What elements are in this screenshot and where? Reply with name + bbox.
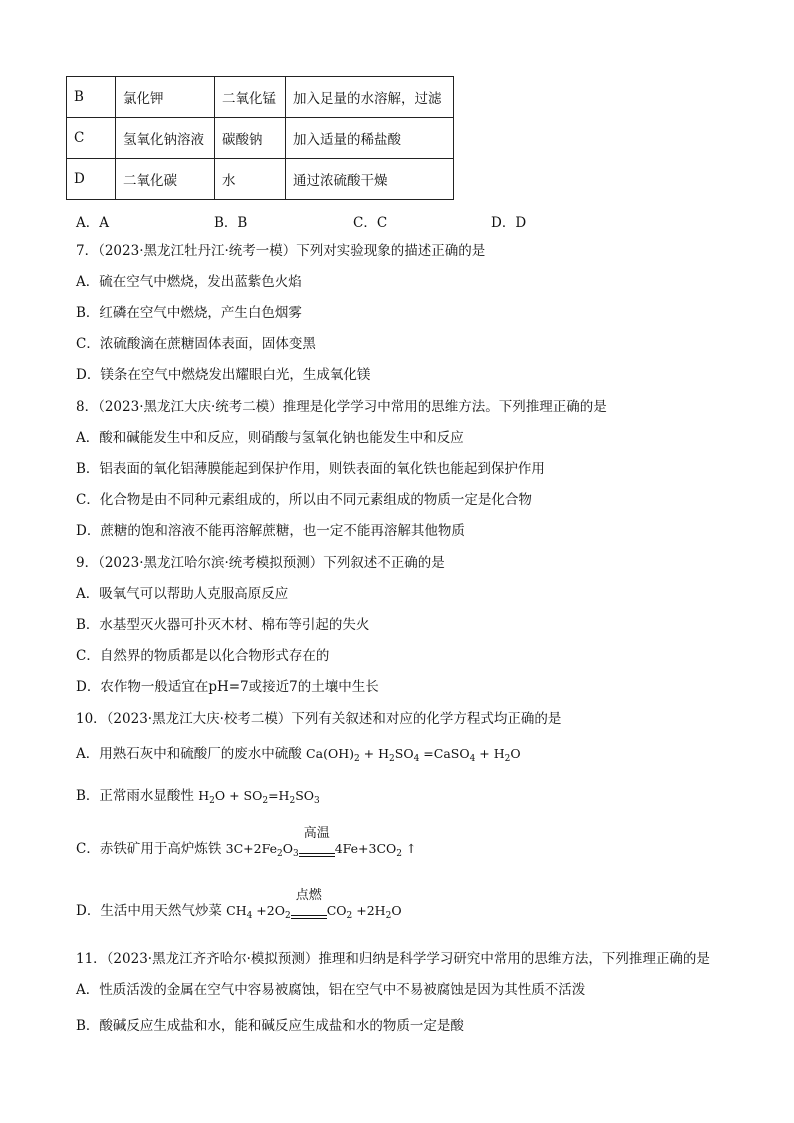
q7-option-a: A．硫在空气中燃烧，发出蓝紫色火焰: [76, 274, 302, 290]
q8-option-d: D．蔗糖的饱和溶液不能再溶解蔗糖，也一定不能再溶解其他物质: [76, 523, 465, 539]
q8-option-a: A．酸和碱能发生中和反应，则硝酸与氢氧化钠也能发生中和反应: [76, 430, 464, 446]
q9-option-b: B．水基型灭火器可扑灭木材、棉布等引起的失火: [76, 617, 370, 633]
q10-option-c-equation: $3C+2Fe_2O_3$ 高温 $4Fe+3CO_2$ ↑: [225, 826, 417, 859]
table-row: [67, 159, 454, 200]
q10-option-b: [76, 787, 320, 810]
q8-option-c: C．化合物是由不同种元素组成的，所以由不同元素组成的物质一定是化合物: [76, 492, 532, 508]
reaction-condition-label: 高温: [303, 826, 330, 841]
q10-option-a-equation: $Ca(OH)_2 + H_2SO_4$ =CaSO$_4$ + $H_2O$: [306, 746, 521, 764]
q10-option-c-text: C．赤铁矿用于高炉炼铁: [76, 841, 222, 857]
substance-cell: 氯化钾: [116, 77, 215, 118]
impurity-cell: 碳酸钠: [215, 118, 286, 159]
method-cell: 通过浓硫酸干燥: [286, 159, 454, 200]
q10-option-d-text: D．生活中用天然气炒菜: [76, 903, 222, 919]
q10-option-d-equation: $CH_4 +2O_2$ 点燃 $CO_2 +2H_2O$: [226, 888, 402, 921]
q8-option-b: B．铝表面的氧化铝薄膜能起到保护作用，则铁表面的氧化铁也能起到保护作用: [76, 461, 545, 477]
q10-option-b-text: B．正常雨水显酸性: [76, 788, 194, 804]
q6-choice-a: A．A: [76, 215, 109, 231]
q7-stem: 7．（2023·黑龙江牡丹江·统考一模）下列对实验现象的描述正确的是: [76, 243, 486, 259]
q10-option-d: [76, 888, 402, 925]
substance-cell: 氢氧化钠溶液: [116, 118, 215, 159]
impurity-cell: 水: [215, 159, 286, 200]
method-cell: 加入适量的稀盐酸: [286, 118, 454, 159]
method-cell: 加入足量的水溶解，过滤: [286, 77, 454, 118]
table-row: [67, 118, 454, 159]
row-label: B: [67, 77, 116, 118]
q7-option-d: D．镁条在空气中燃烧发出耀眼白光，生成氧化镁: [76, 367, 371, 383]
q7-option-c: C．浓硫酸滴在蔗糖固体表面，固体变黑: [76, 336, 316, 352]
q9-option-c: C．自然界的物质都是以化合物形式存在的: [76, 648, 330, 664]
row-label: C: [67, 118, 116, 159]
q9-stem: 9．（2023·黑龙江哈尔滨·统考模拟预测）下列叙述不正确的是: [76, 555, 445, 571]
q9-option-d: D．农作物一般适宜在pH=7或接近7的土壤中生长: [76, 679, 379, 695]
q10-option-a: [76, 745, 521, 768]
q10-option-b-equation: $H_2O + SO_2=H_2SO_3$: [198, 788, 320, 806]
q11-stem: 11．（2023·黑龙江齐齐哈尔·模拟预测）推理和归纳是科学学习研究中常用的思维方法，下列推理正确的是: [76, 951, 710, 967]
q6-choice-b: B．B: [214, 215, 248, 231]
q11-option-b: B．酸碱反应生成盐和水，能和碱反应生成盐和水的物质一定是酸: [76, 1018, 464, 1034]
q10-option-c: [76, 826, 417, 863]
substance-cell: 二氧化碳: [116, 159, 215, 200]
q7-option-b: B．红磷在空气中燃烧，产生白色烟雾: [76, 305, 302, 321]
options-table: [66, 76, 454, 200]
impurity-cell: 二氧化锰: [215, 77, 286, 118]
q11-option-a: A．性质活泼的金属在空气中容易被腐蚀，铝在空气中不易被腐蚀是因为其性质不活泼: [76, 982, 586, 998]
q9-option-a: A．吸氧气可以帮助人克服高原反应: [76, 586, 289, 602]
q8-stem: 8．（2023·黑龙江大庆·统考二模）推理是化学学习中常用的思维方法。下列推理正确的是: [76, 399, 607, 415]
q10-stem: 10．（2023·黑龙江大庆·校考二模）下列有关叙述和对应的化学方程式均正确的是: [76, 711, 562, 727]
q6-choice-c: C．C: [353, 215, 388, 231]
row-label: D: [67, 159, 116, 200]
q6-choice-d: D．D: [491, 215, 527, 231]
q10-option-a-text: A．用熟石灰中和硫酸厂的废水中硫酸: [76, 746, 302, 762]
table-row: [67, 77, 454, 118]
reaction-condition-label: 点燃: [295, 888, 322, 903]
